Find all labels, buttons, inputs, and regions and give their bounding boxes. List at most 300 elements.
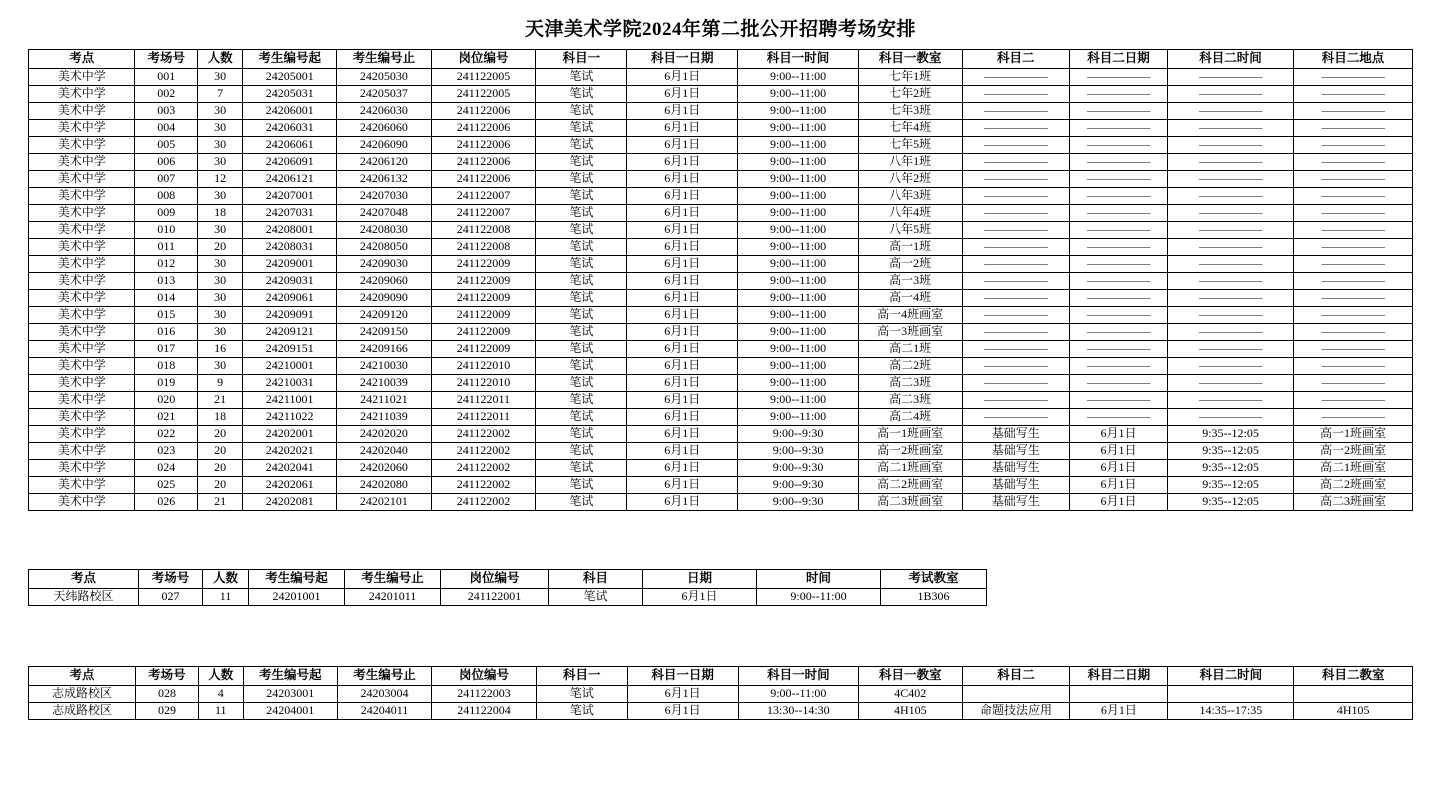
main-cell: 30 [198, 222, 243, 239]
third-cell: 241122004 [432, 703, 537, 720]
table-row [29, 137, 1413, 154]
second-header-4: 考生编号止 [345, 570, 441, 589]
table-row [29, 205, 1413, 222]
main-cell: 24206120 [337, 154, 431, 171]
table-row [29, 494, 1413, 511]
main-cell: 6月1日 [1069, 477, 1167, 494]
main-cell: —————— [1167, 375, 1293, 392]
main-cell: 241122006 [431, 137, 536, 154]
main-cell: 241122002 [431, 477, 536, 494]
main-cell: 21 [198, 494, 243, 511]
main-cell: 9:00--9:30 [738, 494, 858, 511]
main-cell: 014 [135, 290, 198, 307]
table-row [29, 171, 1413, 188]
main-cell: 9:35--12:05 [1167, 426, 1293, 443]
main-cell: —————— [1167, 409, 1293, 426]
main-cell: 007 [135, 171, 198, 188]
main-cell: 七年5班 [858, 137, 962, 154]
main-cell: —————— [1294, 103, 1413, 120]
main-header-4: 考生编号止 [337, 50, 431, 69]
table-header-row [29, 50, 1413, 69]
main-cell: 高二3班 [858, 392, 962, 409]
main-cell: 241122002 [431, 494, 536, 511]
table-row [29, 375, 1413, 392]
main-cell: —————— [1069, 358, 1167, 375]
main-cell: 24205001 [243, 69, 337, 86]
table-row [29, 460, 1413, 477]
main-cell: 24209060 [337, 273, 431, 290]
table-row [29, 103, 1413, 120]
main-cell: 美术中学 [29, 239, 135, 256]
main-cell: 20 [198, 443, 243, 460]
main-cell: —————— [1294, 69, 1413, 86]
main-cell: —————— [1069, 392, 1167, 409]
main-cell: 9:00--9:30 [738, 460, 858, 477]
main-cell: 八年2班 [858, 171, 962, 188]
main-cell: 9:00--11:00 [738, 409, 858, 426]
main-cell: 美术中学 [29, 188, 135, 205]
main-cell: 美术中学 [29, 256, 135, 273]
main-cell: 24206132 [337, 171, 431, 188]
main-cell: 30 [198, 137, 243, 154]
main-cell: 笔试 [536, 477, 627, 494]
main-cell: 美术中学 [29, 460, 135, 477]
main-cell: 6月1日 [627, 477, 738, 494]
main-cell: 美术中学 [29, 222, 135, 239]
main-cell: 6月1日 [627, 256, 738, 273]
main-cell: —————— [1294, 273, 1413, 290]
main-cell: 高一3班画室 [858, 324, 962, 341]
main-cell: 12 [198, 171, 243, 188]
main-cell: —————— [962, 307, 1069, 324]
main-cell: 020 [135, 392, 198, 409]
main-cell: 美术中学 [29, 443, 135, 460]
main-cell: —————— [1069, 290, 1167, 307]
main-cell: —————— [1294, 392, 1413, 409]
main-cell: —————— [1167, 307, 1293, 324]
main-cell: —————— [1069, 154, 1167, 171]
main-cell: 高一2班画室 [1294, 443, 1413, 460]
main-cell: —————— [962, 290, 1069, 307]
main-cell: 21 [198, 392, 243, 409]
second-cell: 24201001 [249, 589, 345, 606]
third-header-4: 考生编号止 [337, 667, 431, 686]
main-cell: 笔试 [536, 171, 627, 188]
main-cell: 6月1日 [627, 222, 738, 239]
second-cell: 笔试 [549, 589, 643, 606]
main-cell: 美术中学 [29, 324, 135, 341]
second-cell: 9:00--11:00 [757, 589, 881, 606]
main-header-6: 科目一 [536, 50, 627, 69]
third-header-10: 科目二 [962, 667, 1070, 686]
third-cell: 24204011 [337, 703, 431, 720]
main-cell: 241122002 [431, 426, 536, 443]
main-cell: 30 [198, 154, 243, 171]
main-cell: 024 [135, 460, 198, 477]
main-cell: 30 [198, 103, 243, 120]
main-cell: —————— [962, 341, 1069, 358]
main-cell: 24202001 [243, 426, 337, 443]
main-cell: 24206061 [243, 137, 337, 154]
main-cell: 18 [198, 409, 243, 426]
main-cell: 24206030 [337, 103, 431, 120]
main-cell: 241122009 [431, 307, 536, 324]
main-cell: 9:00--9:30 [738, 443, 858, 460]
main-cell: 241122010 [431, 375, 536, 392]
third-cell: 24203001 [243, 686, 337, 703]
main-cell: 009 [135, 205, 198, 222]
main-cell: —————— [1069, 239, 1167, 256]
main-cell: —————— [1167, 188, 1293, 205]
third-cell: 4 [198, 686, 243, 703]
main-cell: 24206091 [243, 154, 337, 171]
main-cell: —————— [1069, 273, 1167, 290]
main-cell: 笔试 [536, 375, 627, 392]
main-cell: 笔试 [536, 341, 627, 358]
exam-schedule-main-table [28, 49, 1413, 511]
main-cell: —————— [1069, 409, 1167, 426]
table-row [29, 69, 1413, 86]
main-cell: —————— [1294, 239, 1413, 256]
main-cell: 24208031 [243, 239, 337, 256]
main-cell: —————— [1167, 239, 1293, 256]
second-header-2: 人数 [203, 570, 249, 589]
main-cell: 笔试 [536, 358, 627, 375]
main-cell: —————— [1294, 137, 1413, 154]
third-header-8: 科目一时间 [738, 667, 858, 686]
main-cell: 241122011 [431, 409, 536, 426]
main-cell: 241122009 [431, 290, 536, 307]
main-cell: 9:00--11:00 [738, 103, 858, 120]
main-cell: 9:00--11:00 [738, 307, 858, 324]
main-cell: 9:00--11:00 [738, 188, 858, 205]
main-cell: 美术中学 [29, 341, 135, 358]
main-cell: 24209150 [337, 324, 431, 341]
main-cell: 24209120 [337, 307, 431, 324]
main-cell: 9:35--12:05 [1167, 460, 1293, 477]
main-cell: —————— [1069, 307, 1167, 324]
main-cell: 9:00--11:00 [738, 239, 858, 256]
third-cell [1070, 686, 1168, 703]
main-cell: 美术中学 [29, 171, 135, 188]
main-cell: 24202061 [243, 477, 337, 494]
third-cell: 4C402 [859, 686, 963, 703]
main-cell: 美术中学 [29, 290, 135, 307]
main-cell: 015 [135, 307, 198, 324]
main-cell: 004 [135, 120, 198, 137]
main-cell: 30 [198, 290, 243, 307]
main-cell: 30 [198, 120, 243, 137]
main-cell: 241122006 [431, 120, 536, 137]
second-header-1: 考场号 [139, 570, 203, 589]
main-header-7: 科目一日期 [627, 50, 738, 69]
main-cell: 9:00--11:00 [738, 154, 858, 171]
main-cell: 006 [135, 154, 198, 171]
main-header-13: 科目二地点 [1294, 50, 1413, 69]
main-cell: 9:00--11:00 [738, 273, 858, 290]
main-header-9: 科目一教室 [858, 50, 962, 69]
main-cell: 241122006 [431, 171, 536, 188]
main-cell: 6月1日 [627, 69, 738, 86]
table-row [29, 273, 1413, 290]
main-cell: 美术中学 [29, 392, 135, 409]
main-cell: —————— [1069, 137, 1167, 154]
main-cell: 9:35--12:05 [1167, 494, 1293, 511]
main-cell: —————— [1167, 205, 1293, 222]
main-cell: —————— [962, 205, 1069, 222]
main-cell: 美术中学 [29, 273, 135, 290]
main-cell: —————— [1069, 205, 1167, 222]
main-header-12: 科目二时间 [1167, 50, 1293, 69]
main-cell: 9:00--11:00 [738, 392, 858, 409]
main-cell: 美术中学 [29, 494, 135, 511]
table-row [29, 392, 1413, 409]
main-cell: 八年3班 [858, 188, 962, 205]
main-cell: 美术中学 [29, 154, 135, 171]
main-cell: 9:00--9:30 [738, 426, 858, 443]
table-header-row [29, 667, 1413, 686]
main-cell: 6月1日 [627, 392, 738, 409]
main-cell: —————— [962, 375, 1069, 392]
main-cell: 24206060 [337, 120, 431, 137]
main-header-5: 岗位编号 [431, 50, 536, 69]
main-cell: 9:00--11:00 [738, 358, 858, 375]
main-cell: —————— [962, 409, 1069, 426]
main-cell: —————— [1167, 154, 1293, 171]
table-header-row [29, 570, 987, 589]
main-cell: —————— [962, 256, 1069, 273]
main-cell: 笔试 [536, 154, 627, 171]
main-cell: 6月1日 [627, 188, 738, 205]
main-cell: 美术中学 [29, 103, 135, 120]
main-header-8: 科目一时间 [738, 50, 858, 69]
main-cell: 241122002 [431, 460, 536, 477]
main-cell: 9:00--11:00 [738, 341, 858, 358]
table-row [29, 426, 1413, 443]
main-cell: 基础写生 [962, 460, 1069, 477]
main-cell: 高二3班 [858, 375, 962, 392]
main-cell: 高二2班画室 [1294, 477, 1413, 494]
main-cell: —————— [1167, 69, 1293, 86]
third-cell [1168, 686, 1294, 703]
main-cell: —————— [1167, 256, 1293, 273]
main-cell: 24209030 [337, 256, 431, 273]
main-cell: 24208050 [337, 239, 431, 256]
third-cell: 笔试 [536, 703, 627, 720]
third-cell: 命题技法应用 [962, 703, 1070, 720]
third-cell: 11 [198, 703, 243, 720]
main-cell: 基础写生 [962, 443, 1069, 460]
second-cell: 24201011 [345, 589, 441, 606]
main-cell: 高二3班画室 [858, 494, 962, 511]
main-cell: 24202041 [243, 460, 337, 477]
main-cell: 高二1班 [858, 341, 962, 358]
main-cell: 笔试 [536, 86, 627, 103]
main-cell: 24208001 [243, 222, 337, 239]
main-cell: —————— [1069, 375, 1167, 392]
main-cell: 24208030 [337, 222, 431, 239]
main-header-11: 科目二日期 [1069, 50, 1167, 69]
second-cell: 天纬路校区 [29, 589, 139, 606]
main-header-2: 人数 [198, 50, 243, 69]
main-cell: 6月1日 [627, 290, 738, 307]
main-cell: —————— [1069, 171, 1167, 188]
main-cell: 基础写生 [962, 494, 1069, 511]
main-cell: 9:00--11:00 [738, 375, 858, 392]
page-title: 天津美术学院2024年第二批公开招聘考场安排 [524, 19, 916, 40]
main-cell: 16 [198, 341, 243, 358]
main-cell: 笔试 [536, 426, 627, 443]
main-cell: 023 [135, 443, 198, 460]
main-header-1: 考场号 [135, 50, 198, 69]
third-header-12: 科目二时间 [1168, 667, 1294, 686]
main-cell: —————— [962, 120, 1069, 137]
main-cell: 241122007 [431, 188, 536, 205]
main-cell: 24205030 [337, 69, 431, 86]
main-cell: —————— [1294, 188, 1413, 205]
main-cell: 24207030 [337, 188, 431, 205]
main-cell: 高一1班画室 [1294, 426, 1413, 443]
main-cell: 9 [198, 375, 243, 392]
second-cell: 241122001 [441, 589, 549, 606]
main-cell: 241122005 [431, 86, 536, 103]
main-cell: 24202021 [243, 443, 337, 460]
second-header-7: 日期 [643, 570, 757, 589]
second-cell: 6月1日 [643, 589, 757, 606]
main-cell: 基础写生 [962, 477, 1069, 494]
main-cell: —————— [1294, 86, 1413, 103]
table-row [29, 239, 1413, 256]
main-cell: 24209090 [337, 290, 431, 307]
main-cell: 6月1日 [627, 443, 738, 460]
main-cell: —————— [1069, 188, 1167, 205]
main-cell: 24209001 [243, 256, 337, 273]
main-cell: 七年3班 [858, 103, 962, 120]
third-header-0: 考点 [29, 667, 136, 686]
main-cell: 笔试 [536, 256, 627, 273]
main-cell: 241122005 [431, 69, 536, 86]
main-cell: 24207031 [243, 205, 337, 222]
third-cell: 24203004 [337, 686, 431, 703]
main-cell: 美术中学 [29, 205, 135, 222]
main-cell: —————— [962, 222, 1069, 239]
main-cell: 241122007 [431, 205, 536, 222]
table-row [29, 443, 1413, 460]
main-cell: 24211022 [243, 409, 337, 426]
main-cell: 9:00--11:00 [738, 171, 858, 188]
main-cell: 6月1日 [627, 154, 738, 171]
main-cell: 高二3班画室 [1294, 494, 1413, 511]
main-cell: 美术中学 [29, 120, 135, 137]
main-cell: —————— [962, 86, 1069, 103]
main-cell: 7 [198, 86, 243, 103]
main-cell: 七年1班 [858, 69, 962, 86]
main-header-0: 考点 [29, 50, 135, 69]
main-cell: 七年4班 [858, 120, 962, 137]
main-cell: 30 [198, 256, 243, 273]
main-cell: 6月1日 [627, 358, 738, 375]
main-cell: 241122006 [431, 154, 536, 171]
main-header-3: 考生编号起 [243, 50, 337, 69]
main-cell: 241122009 [431, 341, 536, 358]
main-cell: 高二2班画室 [858, 477, 962, 494]
main-cell: 笔试 [536, 443, 627, 460]
main-cell: 6月1日 [627, 307, 738, 324]
main-cell: 6月1日 [1069, 426, 1167, 443]
main-cell: 24202080 [337, 477, 431, 494]
main-cell: 241122009 [431, 256, 536, 273]
main-cell: 美术中学 [29, 307, 135, 324]
main-cell: 笔试 [536, 494, 627, 511]
second-header-6: 科目 [549, 570, 643, 589]
second-cell: 11 [203, 589, 249, 606]
third-header-2: 人数 [198, 667, 243, 686]
main-cell: 012 [135, 256, 198, 273]
main-cell: 高二1班画室 [1294, 460, 1413, 477]
main-cell: 24209061 [243, 290, 337, 307]
main-cell: 高一3班 [858, 273, 962, 290]
main-cell: 24202020 [337, 426, 431, 443]
third-cell: 9:00--11:00 [738, 686, 858, 703]
main-cell: 6月1日 [627, 86, 738, 103]
third-cell: 14:35--17:35 [1168, 703, 1294, 720]
second-header-3: 考生编号起 [249, 570, 345, 589]
table-row [29, 409, 1413, 426]
main-cell: 24206031 [243, 120, 337, 137]
third-cell: 13:30--14:30 [738, 703, 858, 720]
main-cell: 美术中学 [29, 477, 135, 494]
main-cell: 011 [135, 239, 198, 256]
table-row [29, 188, 1413, 205]
main-cell: 241122009 [431, 273, 536, 290]
main-cell: 高一4班画室 [858, 307, 962, 324]
main-cell: —————— [962, 188, 1069, 205]
main-cell: —————— [1069, 86, 1167, 103]
main-cell: 30 [198, 307, 243, 324]
main-cell: 6月1日 [627, 120, 738, 137]
main-cell: 005 [135, 137, 198, 154]
main-cell: 6月1日 [627, 426, 738, 443]
main-cell: —————— [1069, 69, 1167, 86]
main-cell: 9:00--11:00 [738, 290, 858, 307]
main-cell: 022 [135, 426, 198, 443]
main-cell: 美术中学 [29, 426, 135, 443]
main-cell: —————— [962, 171, 1069, 188]
main-cell: 高二1班画室 [858, 460, 962, 477]
third-header-9: 科目一教室 [859, 667, 963, 686]
main-cell: 高一2班 [858, 256, 962, 273]
main-cell: 笔试 [536, 307, 627, 324]
main-cell: —————— [1294, 171, 1413, 188]
main-cell: 026 [135, 494, 198, 511]
main-cell: 016 [135, 324, 198, 341]
table-row [29, 686, 1413, 703]
table-row [29, 222, 1413, 239]
main-cell: —————— [1069, 256, 1167, 273]
main-cell: 笔试 [536, 69, 627, 86]
table-row [29, 256, 1413, 273]
main-cell: 笔试 [536, 103, 627, 120]
main-cell: 6月1日 [1069, 443, 1167, 460]
main-cell: 20 [198, 426, 243, 443]
third-cell [1294, 686, 1413, 703]
main-cell: 24209151 [243, 341, 337, 358]
third-header-13: 科目二教室 [1294, 667, 1413, 686]
main-cell: —————— [1294, 375, 1413, 392]
main-cell: 6月1日 [1069, 460, 1167, 477]
table-row [29, 307, 1413, 324]
main-cell: 6月1日 [627, 409, 738, 426]
